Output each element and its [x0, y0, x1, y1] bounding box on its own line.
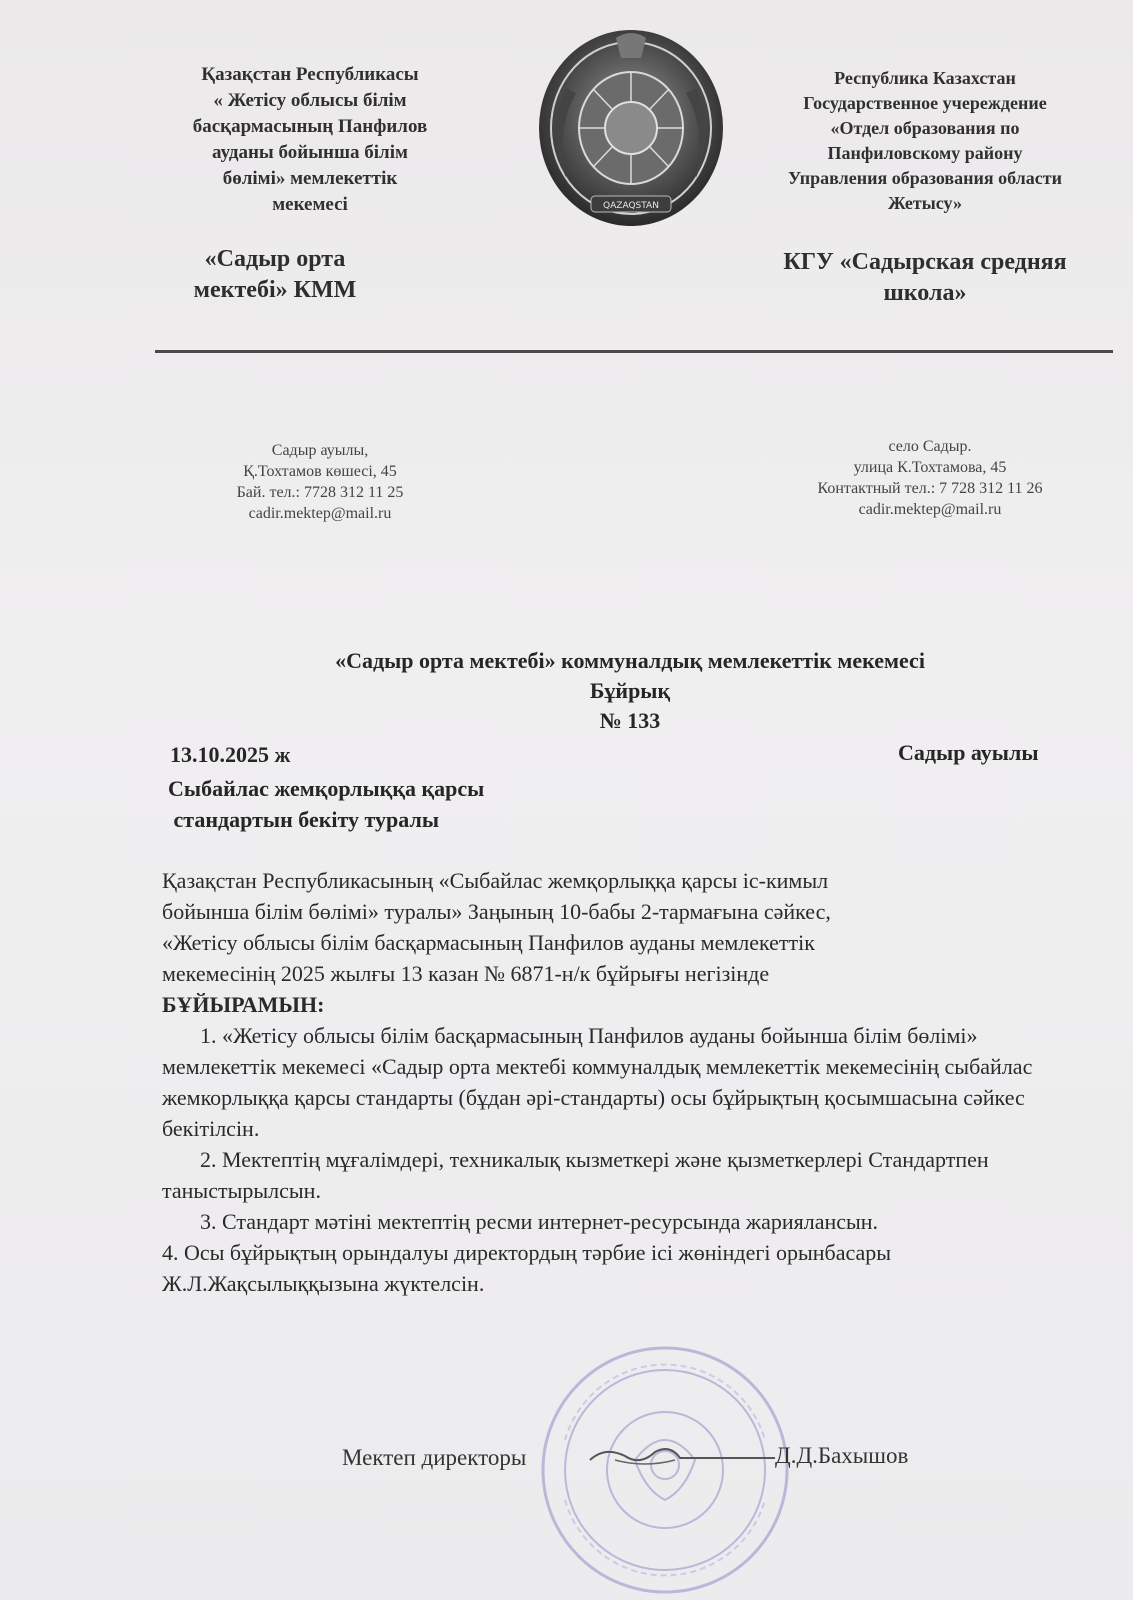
address-kz	[200, 440, 440, 524]
order-body	[162, 865, 1092, 1299]
header-ru-line: Жетысу»	[888, 193, 962, 213]
order-place: Садыр ауылы	[898, 740, 1039, 765]
order-item: 2. Мектептің мұғалімдері, техникалық кызметкері және қызметкерлері Стандартпен таныстырылсын.	[162, 1147, 989, 1203]
address-ru-line: Контактный тел.: 7 728 312 11 26	[817, 480, 1043, 497]
school-name-ru	[760, 247, 1090, 309]
subject-line: Сыбайлас жемқорлыққа қарсы	[168, 776, 485, 801]
school-ru-line: школа»	[883, 280, 967, 306]
preamble-line: «Жетісу облысы білім басқармасының Панфилов ауданы мемлекеттік	[162, 930, 815, 955]
order-subject	[168, 773, 484, 835]
header-kz-line: Қазақстан Республикасы	[201, 64, 419, 85]
header-divider	[155, 350, 1113, 353]
director-name: Д.Д.Бахышов	[775, 1443, 909, 1468]
order-item: 4. Осы бұйрықтың орындалуы директордың тәрбие ісі жөніндегі орынбасары Ж.Л.Жақсылыққызына жүктелсін.	[162, 1240, 892, 1296]
header-kz-line: бөлімі» мемлекеттік	[222, 168, 398, 189]
header-ru-line: «Отдел образования по	[830, 118, 1020, 138]
school-name-kz	[160, 244, 390, 306]
address-ru-line: улица К.Тохтамова, 45	[853, 459, 1007, 476]
address-kz-line: Садыр ауылы,	[271, 442, 369, 459]
order-number: № 133	[599, 708, 661, 733]
preamble-line: бойынша білім бөлімі» туралы» Заңының 10-бабы 2-тармағына сәйкес,	[162, 899, 831, 924]
school-kz-line: мектебі» КММ	[193, 277, 357, 303]
address-ru	[780, 436, 1080, 520]
order-item: 1. «Жетісу облысы білім басқармасының Панфилов ауданы бойынша білім бөлімі» мемлекеттік мекемесі «Садыр орта мектебі коммуналдық мемлекеттік мекемесінің сыбайлас жемкорлыққа қарсы стандарты (бұдан әрі-стандарты) осы бұйрықтың қосымшасына сәйкес бекітілсін.	[162, 1023, 1033, 1141]
header-kz-line: мекемесі	[272, 194, 348, 215]
order-item: 3. Стандарт мәтіні мектептің ресми интернет-ресурсында жариялансын.	[200, 1209, 879, 1234]
address-ru-email: cadir.mektep@mail.ru	[858, 501, 1002, 518]
address-kz-line: Қ.Тохтамов көшесі, 45	[243, 463, 397, 480]
address-kz-line: Бай. тел.: 7728 312 11 25	[236, 484, 404, 501]
state-emblem-icon	[536, 28, 726, 234]
preamble-line: Қазақстан Республикасының «Сыбайлас жемқорлыққа қарсы іс-кимыл	[162, 868, 829, 893]
handwritten-signature	[585, 1438, 785, 1478]
subject-line: стандартын бекіту туралы	[168, 807, 439, 832]
header-ru-line: Государственное учереждение	[803, 93, 1047, 113]
preamble-line: мекемесінің 2025 жылғы 13 казан № 6871-н/к бұйрығы негізінде	[162, 961, 770, 986]
address-ru-line: село Садыр.	[888, 438, 972, 455]
header-kz	[160, 62, 460, 218]
order-date: 13.10.2025 ж	[170, 742, 291, 767]
decree-word: БҰЙЫРАМЫН:	[162, 992, 325, 1017]
organization-title: «Садыр орта мектебі» коммуналдық мемлекеттік мекемесі	[335, 648, 925, 673]
header-ru-line: Панфиловскому району	[827, 143, 1023, 163]
address-kz-email: cadir.mektep@mail.ru	[248, 505, 392, 522]
header-kz-line: « Жетісу облысы білім	[213, 90, 407, 111]
header-ru-line: Управления образования области	[788, 168, 1062, 188]
header-kz-line: ауданы бойынша білім	[212, 142, 408, 163]
order-heading	[150, 646, 1110, 736]
document-type: Бұйрық	[589, 678, 671, 703]
school-kz-line: «Садыр орта	[204, 246, 346, 272]
school-ru-line: КГУ «Садырская средняя	[783, 249, 1067, 275]
header-kz-line: басқармасының Панфилов	[192, 116, 428, 137]
emblem-text: QAZAQSTAN	[603, 201, 659, 211]
header-ru-line: Республика Казахстан	[834, 68, 1016, 88]
signature-label: Мектеп директоры	[342, 1445, 527, 1470]
header-ru	[760, 66, 1090, 216]
